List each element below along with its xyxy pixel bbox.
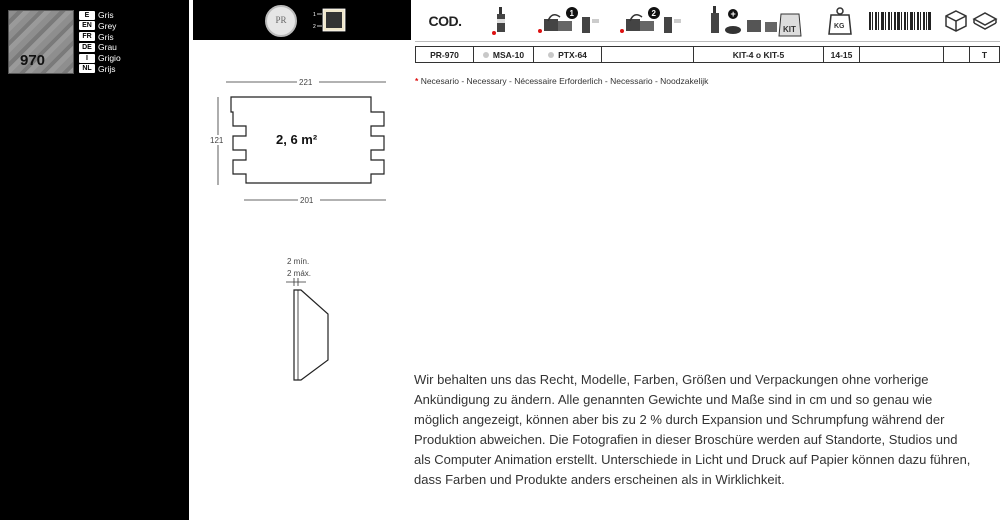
- value-kit: KIT-4 o KIT-5: [694, 47, 824, 62]
- svg-text:+: +: [730, 9, 736, 19]
- language-code: FR: [79, 32, 95, 41]
- value-box: [944, 47, 970, 62]
- color-name-row: [79, 10, 121, 21]
- color-names-list: [79, 10, 121, 74]
- cod-icon: [423, 4, 467, 38]
- value-adhesive: [474, 47, 534, 62]
- value-adhesive-text: MSA-10: [492, 49, 525, 60]
- max-thickness-label: 2 máx.: [287, 269, 312, 278]
- dot-icon: [548, 52, 554, 58]
- step-2-number: 2: [651, 9, 656, 18]
- color-name-row: [79, 21, 121, 32]
- dot-icon: [483, 52, 489, 58]
- kit-icon: [705, 4, 805, 38]
- header-bar: [193, 0, 411, 40]
- language-code: E: [79, 11, 95, 20]
- value-primer: [534, 47, 602, 62]
- value-empty: [602, 47, 694, 62]
- primer-step-2-icon: [619, 4, 685, 38]
- disclaimer-text: Wir behalten uns das Recht, Modelle, Farben, Größen und Verpackungen ohne vorherige Ankündigung zu ändern. Alle genannten Gewichte und Maße sind in cm und so genau wie möglich angezeigt, können aber bis zu 2 % durch Expansion und Schrumpfung während der Produktion abweichen. Die Fotografien in dieser Broschüre werden auf Standorte, Studios und als Computer Animation erstellt. Unterschiede in Licht und Druck auf Papier können dazu führen, dass Farben und Produkte anders erscheinen als in Wirklichkeit.: [414, 372, 971, 487]
- pallet-icon: [971, 4, 999, 38]
- language-code: NL: [79, 64, 95, 73]
- value-weight: 14-15: [824, 47, 860, 62]
- bottom-width-label: 201: [300, 196, 314, 205]
- technical-drawing: [200, 70, 410, 390]
- color-name-row: [79, 63, 121, 74]
- language-code: I: [79, 54, 95, 63]
- brand-logo: PR: [265, 5, 297, 37]
- barcode-icon: [867, 4, 933, 38]
- min-thickness-label: 2 mín.: [287, 257, 310, 266]
- weight-unit-label: KG: [834, 23, 845, 30]
- weight-icon: [825, 4, 855, 38]
- color-name: Gris: [98, 31, 114, 42]
- step-1-number: 1: [569, 9, 574, 18]
- profile-outline: [294, 290, 328, 380]
- value-code: PR-970: [416, 47, 474, 62]
- required-star: *: [415, 76, 419, 86]
- product-code-label: 970: [20, 52, 46, 69]
- color-name-row: [79, 31, 121, 42]
- top-width-label: 221: [299, 78, 313, 87]
- height-label: 121: [210, 136, 224, 145]
- color-name-row: [79, 42, 121, 53]
- required-note: [415, 76, 708, 86]
- required-note-text: Necesario - Necessary - Nécessaire Erforderlich - Necessario - Noodzakelijk: [420, 76, 709, 86]
- brick-thumbnail-icon: [313, 6, 347, 34]
- language-code: EN: [79, 21, 95, 30]
- color-name-row: [79, 53, 121, 64]
- spec-icons-row: [415, 0, 1000, 42]
- primer-step-1-icon: [537, 4, 603, 38]
- kit-bag-label: KIT: [783, 25, 796, 34]
- color-name: Gris: [98, 10, 114, 21]
- value-t: T: [981, 49, 988, 60]
- thumb-label-two: 2: [313, 24, 316, 30]
- adhesive-tube-icon: [487, 4, 517, 38]
- value-primer-text: PTX-64: [558, 49, 587, 60]
- value-barcode: [860, 47, 944, 62]
- spec-values-row: [415, 46, 1000, 63]
- color-name: Grau: [98, 42, 117, 53]
- thumb-label-one: 1: [313, 12, 316, 18]
- color-name: Grigio: [98, 53, 121, 63]
- color-panel: [0, 0, 189, 520]
- cod-label: COD.: [428, 13, 462, 29]
- color-name: Grijs: [98, 63, 116, 74]
- area-label: 2, 6 m²: [276, 132, 318, 147]
- color-name: Grey: [98, 20, 117, 31]
- box-icon: [943, 4, 969, 38]
- language-code: DE: [79, 43, 95, 52]
